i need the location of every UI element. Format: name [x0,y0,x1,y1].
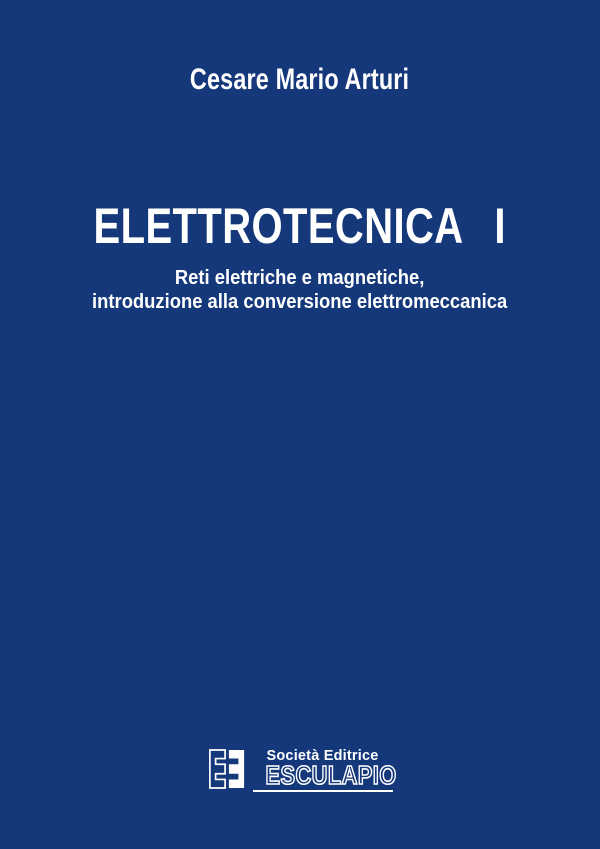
esculapio-logo-icon [208,748,246,790]
book-subtitle [0,266,600,314]
publisher-name [253,760,397,790]
book-title [0,200,600,252]
author-name-text: Cesare Mario Arturi [190,63,410,96]
publisher-block [0,748,600,792]
subtitle-line-1: Reti elettriche e magnetiche, [175,267,425,289]
outlined-e-glyph [209,750,224,788]
book-title-text: ELETTROTECNICA I [93,198,507,254]
book-subtitle-lines [92,266,507,314]
publisher-name-text: ESCULAPIO [264,760,397,790]
subtitle-line-2: introduzione alla conversione elettromeccanica [92,291,508,313]
publisher-wordmark [253,748,397,792]
publisher-imprint: Società Editrice [266,748,379,764]
solid-reversed-e-glyph [228,750,243,788]
author-name [0,62,600,98]
